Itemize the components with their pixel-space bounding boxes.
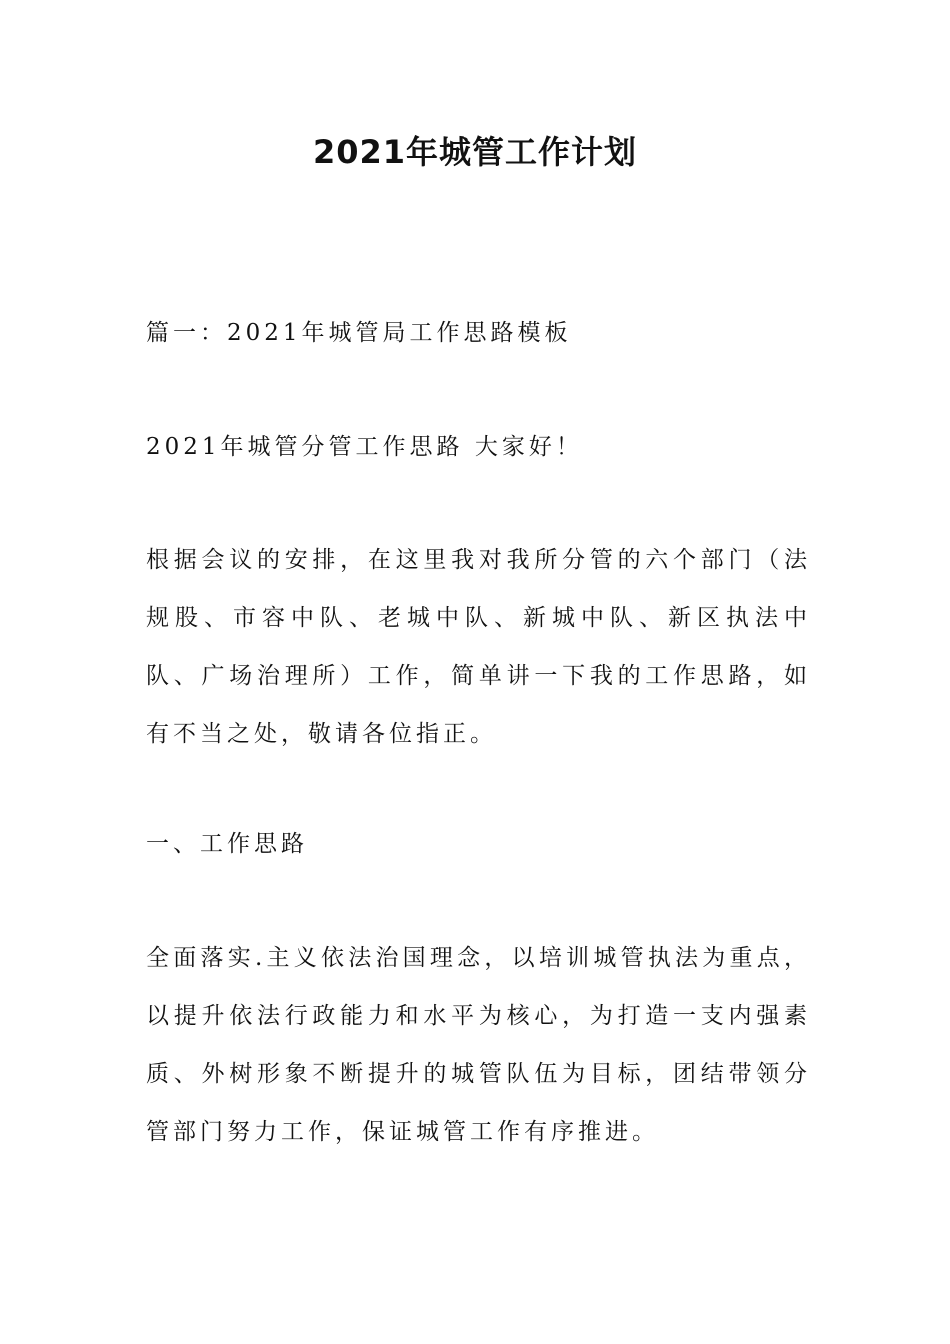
subtitle-greeting: 2021年城管分管工作思路 大家好！ (146, 434, 583, 460)
work-ideas-paragraph: 全面落实.主义依法治国理念，以培训城管执法为重点，以提升依法行政能力和水平为核心，为打造一支内强素质、外树形象不断提升的城管队伍为目标，团结带领分管部门努力工作，保证城管工作有序推进。 (146, 945, 811, 1145)
intro-paragraph: 根据会议的安排，在这里我对我所分管的六个部门（法规股、市容中队、老城中队、新城中队、新区执法中队、广场治理所）工作，简单讲一下我的工作思路，如有不当之处，敬请各位指正。 (146, 547, 811, 747)
document-title: 2021年城管工作计划 (312, 133, 638, 171)
section-heading-work-ideas: 一、工作思路 (146, 831, 308, 857)
section-heading-part-one: 篇一：2021年城管局工作思路模板 (146, 320, 572, 346)
